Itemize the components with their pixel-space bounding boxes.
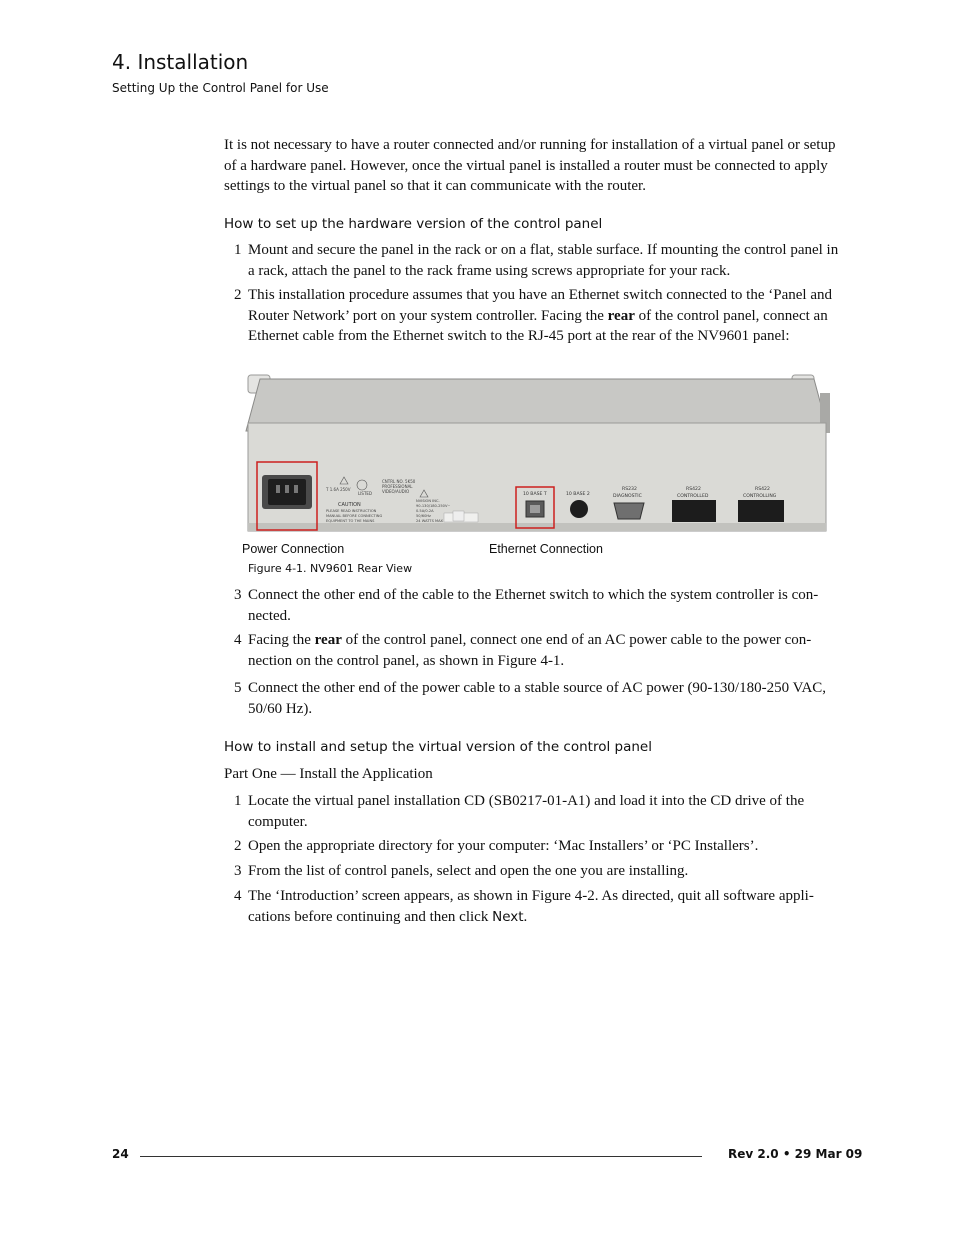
rating-line-4: 24 WATTS MAX — [416, 519, 444, 523]
fuse-label: T 1.6A 250V — [326, 487, 351, 492]
step-number: 2 — [234, 287, 242, 303]
step-number: 4 — [234, 888, 242, 904]
intro-paragraph: It is not necessary to have a router connected and/or running for installation of a virtual panel or setup of a hardware panel. However, once the virtual panel is installed a router must be connected to apply settings to the virtual panel so that it can communicate with the router. — [224, 137, 836, 194]
rs422-controlled-port — [672, 500, 716, 522]
nv9601-rear-view-figure — [240, 373, 834, 533]
step-text: Mount and secure the panel in the rack or on a flat, stable surface. If mounting the control panel in a rack, attach the panel to the rack frame using screws appropriate for your rack. — [248, 242, 839, 279]
step-text: Connect the other end of the power cable to a stable source of AC power (90-130/180-250 VAC, 50/60 Hz). — [248, 680, 827, 717]
figure-caption: Figure 4-1. NV9601 Rear View — [248, 562, 413, 575]
next-button-label: Next — [492, 908, 524, 925]
step-text-post: . — [523, 908, 528, 925]
hardware-heading: How to set up the hardware version of the control panel — [224, 216, 603, 232]
rating-line-2: 0.5A/0.2A — [416, 509, 434, 513]
rs422-controlling-port — [738, 500, 784, 522]
hardware-step-5 — [224, 678, 840, 719]
step-text — [248, 886, 840, 927]
port-label-10baset: 10 BASE T — [523, 492, 547, 497]
step-text — [248, 630, 840, 671]
virtual-step-3 — [224, 861, 840, 882]
step-number: 1 — [234, 242, 242, 258]
port-label-rs422-a: RS422 — [686, 487, 701, 492]
port-label-rs232: RS232 — [622, 487, 637, 492]
listed-label: LISTED — [358, 491, 372, 496]
small-sticker — [453, 511, 464, 521]
step-number: 3 — [234, 863, 242, 879]
power-pin — [294, 485, 298, 493]
step-text-pre: Facing the — [248, 632, 315, 648]
step-text-pre: The ‘Introduction’ screen appears, as shown in Figure 4-2. As directed, quit all software applications before continuing and then click — [248, 888, 814, 925]
port-label-controlling: CONTROLLING — [743, 494, 777, 499]
step-text: Connect the other end of the cable to the Ethernet switch to which the system controller is connected. — [248, 587, 819, 624]
bnc-connector — [570, 500, 588, 518]
port-label-controlled: CONTROLLED — [677, 494, 709, 499]
virtual-heading: How to install and setup the virtual version of the control panel — [224, 739, 652, 755]
step-text-bold: rear — [607, 307, 635, 324]
caution-line-2: MANUAL BEFORE CONNECTING — [326, 514, 383, 518]
rear-panel-shadow — [248, 523, 826, 531]
cntrl-label: CNTRL NO. 5K50 — [382, 479, 416, 484]
power-pin — [276, 485, 280, 493]
caution-title: CAUTION — [338, 502, 361, 508]
revision-date: Rev 2.0 • 29 Mar 09 — [728, 1147, 863, 1161]
hardware-step-4 — [224, 630, 840, 671]
manufacturer-label: NVISION INC. — [416, 499, 440, 503]
power-pin — [285, 485, 289, 493]
step-text-post: of the control panel, connect one end of an AC power cable to the power connection on the control panel, as shown in Figure 4-1. — [248, 632, 812, 669]
port-label-rs422-b: RS422 — [755, 487, 770, 492]
port-label-10base2: 10 BASE 2 — [566, 492, 590, 497]
section-subtitle: Setting Up the Control Panel for Use — [112, 81, 329, 95]
page-number: 24 — [112, 1147, 129, 1161]
virtual-step-2 — [224, 836, 840, 857]
step-text: Locate the virtual panel installation CD (SB0217-01-A1) and load it into the CD drive of the computer. — [248, 793, 805, 830]
video-audio-label: VIDEO/AUDIO — [382, 489, 410, 494]
rj45-port-inner — [530, 505, 540, 513]
port-label-diagnostic: DIAGNOSTIC — [613, 494, 642, 499]
step-number: 3 — [234, 587, 242, 603]
rating-line-1: 90-130/180-250V~ — [416, 504, 451, 508]
step-number: 4 — [234, 632, 242, 648]
professional-label: PROFESSIONAL — [382, 484, 413, 489]
hardware-step-3 — [224, 585, 840, 626]
power-connection-label: Power Connection — [242, 542, 345, 556]
virtual-step-1 — [224, 791, 840, 832]
footer-rule — [140, 1156, 702, 1157]
chapter-title: 4. Installation — [112, 50, 249, 74]
step-number: 5 — [234, 680, 242, 696]
rating-line-3: 50/60Hz — [416, 514, 431, 518]
hardware-step-2 — [224, 285, 840, 347]
step-text: From the list of control panels, select and open the one you are installing. — [248, 863, 689, 879]
step-text-post: of the control panel, connect an Ethernet cable from the Ethernet switch to the RJ-45 port at the rear of the NV9601 panel: — [248, 307, 828, 344]
step-text-bold: rear — [314, 632, 342, 648]
db9-connector — [614, 503, 644, 519]
ethernet-connection-label: Ethernet Connection — [489, 542, 603, 556]
step-text — [248, 285, 840, 347]
step-text-pre: This installation procedure assumes that you have an Ethernet switch connected to the ‘Panel and Router Network’ port on your system controller. Facing the — [248, 287, 832, 324]
step-number: 2 — [234, 838, 242, 854]
virtual-step-4 — [224, 886, 840, 927]
step-number: 1 — [234, 793, 242, 809]
part-one-label: Part One — Install the Application — [224, 766, 433, 782]
caution-line-1: PLEASE READ INSTRUCTION — [326, 509, 377, 513]
caution-line-3: EQUIPMENT TO THE MAINS — [326, 519, 375, 523]
hardware-step-1 — [224, 240, 840, 281]
step-text: Open the appropriate directory for your computer: ‘Mac Installers’ or ‘PC Installers’. — [248, 838, 759, 854]
